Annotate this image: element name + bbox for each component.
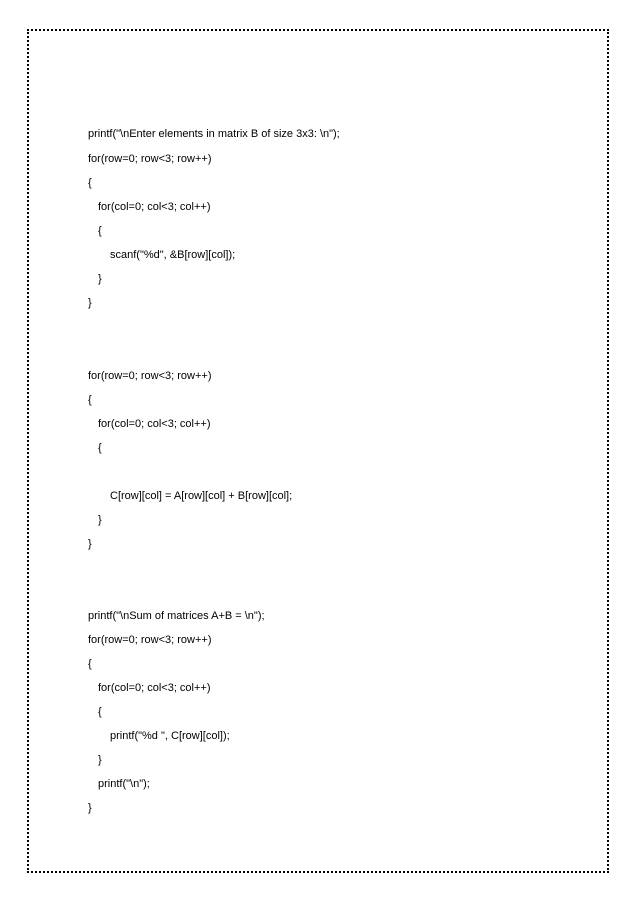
code-line: scanf("%d", &B[row][col]); [110, 249, 236, 261]
code-line: { [88, 658, 92, 670]
code-line: { [98, 442, 102, 454]
code-line: for(row=0; row<3; row++) [88, 370, 212, 382]
code-line: { [98, 225, 102, 237]
code-line: for(col=0; col<3; col++) [98, 682, 211, 694]
code-line: } [88, 802, 92, 814]
code-line: printf("%d ", C[row][col]); [110, 730, 230, 742]
code-line: } [88, 297, 92, 309]
code-line: for(col=0; col<3; col++) [98, 418, 211, 430]
code-line: { [98, 706, 102, 718]
code-line: printf("\nEnter elements in matrix B of size 3x3: \n"); [88, 128, 340, 140]
code-line: } [88, 538, 92, 550]
code-line: for(row=0; row<3; row++) [88, 153, 212, 165]
code-line: } [98, 514, 102, 526]
code-line: { [88, 177, 92, 189]
code-line: C[row][col] = A[row][col] + B[row][col]; [110, 490, 293, 502]
code-line: } [98, 754, 102, 766]
code-line: for(col=0; col<3; col++) [98, 201, 211, 213]
code-line: } [98, 273, 102, 285]
code-line: printf("\n"); [98, 778, 150, 790]
code-line: printf("\nSum of matrices A+B = \n"); [88, 610, 265, 622]
code-line: for(row=0; row<3; row++) [88, 634, 212, 646]
code-line: { [88, 394, 92, 406]
